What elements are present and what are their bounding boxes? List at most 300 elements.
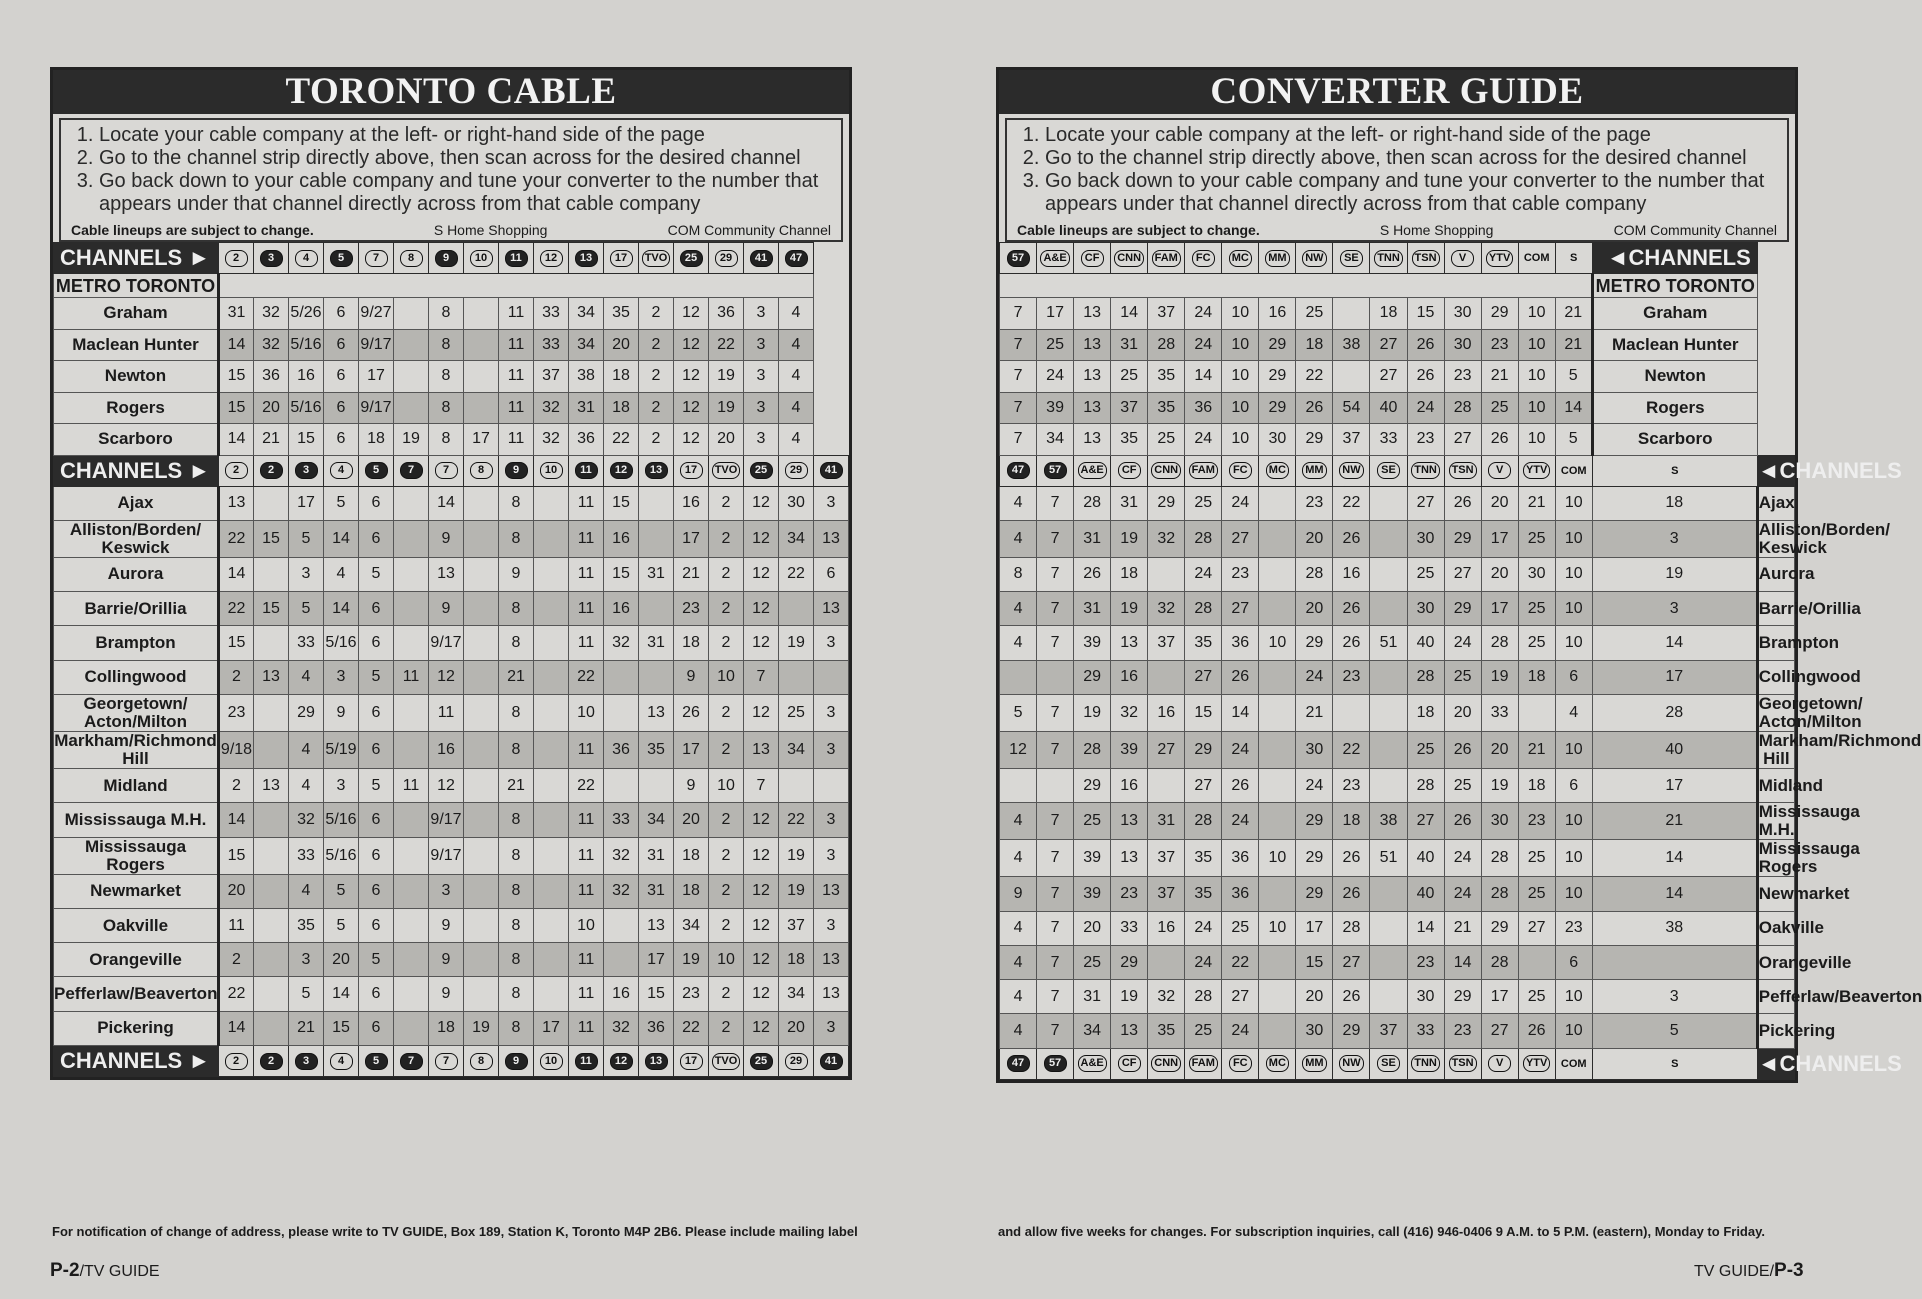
lineup-cell: 19	[394, 424, 429, 456]
lineup-cell: 29	[1074, 768, 1111, 802]
lineup-cell	[534, 520, 569, 557]
lineup-cell: 25	[1481, 392, 1518, 424]
lineup-cell: 34	[779, 731, 814, 768]
lineup-cell: 4	[1000, 840, 1037, 877]
lineup-cell: 29	[1259, 329, 1296, 361]
lineup-cell: 13	[639, 908, 674, 942]
lineup-cell: 6	[359, 592, 394, 626]
channel-number: 57	[1044, 1055, 1067, 1072]
lineup-cell: 23	[1407, 424, 1444, 456]
lineup-cell	[1148, 557, 1185, 591]
company-row	[54, 908, 849, 942]
lineup-cell: 2	[709, 874, 744, 908]
lineup-cell	[1333, 298, 1370, 330]
lineup-cell: 37	[1333, 424, 1370, 456]
lineup-cell: 29	[1148, 486, 1185, 520]
lineup-cell: 9/17	[429, 803, 464, 837]
channel-badge	[1222, 243, 1259, 274]
lineup-cell: 7	[744, 660, 779, 694]
lineup-cell: 8	[499, 908, 534, 942]
channel-badge	[289, 243, 324, 274]
lineup-cell: 17	[1592, 660, 1757, 694]
lineup-cell: 10	[1555, 592, 1592, 626]
channel-badge	[1555, 1048, 1592, 1079]
channel-badge	[359, 243, 394, 274]
lineup-cell: 27	[1222, 520, 1259, 557]
lineup-cell	[1259, 1014, 1296, 1048]
lineup-cell	[394, 329, 429, 361]
group-header-row	[54, 274, 849, 298]
lineup-cell: 33	[289, 626, 324, 660]
channel-badge	[639, 455, 674, 486]
lineup-cell	[534, 694, 569, 731]
lineup-cell: 2	[709, 837, 744, 874]
lineup-cell: 13	[639, 694, 674, 731]
lineup-cell: 20	[324, 943, 359, 977]
instruction-3: 3. Go back down to your cable company and tune your converter to the number that appears under that channel directly across from that cable company	[99, 170, 835, 216]
lineup-cell	[464, 874, 499, 908]
channel-number: 7	[435, 1053, 458, 1070]
lineup-cell: 21	[499, 660, 534, 694]
lineup-cell	[1518, 694, 1555, 731]
lineup-cell: 25	[1518, 626, 1555, 660]
lineup-cell: 10	[1555, 557, 1592, 591]
lineup-cell: 27	[1222, 980, 1259, 1014]
lineup-cell: 16	[1148, 911, 1185, 945]
channel-number: 8	[470, 1053, 493, 1070]
channel-number: 8	[470, 462, 493, 479]
channel-badge	[1481, 1048, 1518, 1079]
lineup-cell: 3	[429, 874, 464, 908]
notes-row	[59, 222, 843, 242]
cable-company-name: Midland	[54, 768, 219, 802]
lineup-cell: 35	[289, 908, 324, 942]
channel-number: MC	[1266, 462, 1289, 479]
channel-number: 9	[505, 1053, 528, 1070]
lineup-cell: 19	[779, 837, 814, 874]
lineup-cell: 6	[1555, 768, 1592, 802]
company-row	[54, 557, 849, 591]
channel-badge	[1259, 1048, 1296, 1079]
channel-badge	[359, 1046, 394, 1077]
lineup-cell: 29	[1296, 803, 1333, 840]
lineup-cell: 14	[1592, 840, 1757, 877]
lineup-cell	[1370, 768, 1407, 802]
lineup-cell: 26	[1222, 768, 1259, 802]
channel-number: FAM	[1189, 1055, 1218, 1072]
lineup-cell: 8	[499, 731, 534, 768]
lineup-cell: 2	[639, 361, 674, 393]
lineup-cell: 15	[639, 977, 674, 1011]
lineup-cell: 15	[604, 486, 639, 520]
lineup-cell: 8	[1000, 557, 1037, 591]
lineup-cell: 5	[324, 486, 359, 520]
lineup-cell: 3	[324, 660, 359, 694]
channel-number: 2	[225, 250, 248, 267]
lineup-cell: 24	[1185, 298, 1222, 330]
lineup-cell: 33	[1370, 424, 1407, 456]
lineup-cell	[1592, 945, 1757, 979]
lineup-cell	[464, 908, 499, 942]
lineup-cell: 6	[324, 424, 359, 456]
lineup-cell: 6	[1555, 945, 1592, 979]
lineup-cell: 9/18	[219, 731, 254, 768]
channel-badge	[1592, 1048, 1757, 1079]
lineup-cell	[464, 520, 499, 557]
lineup-cell: 35	[1185, 877, 1222, 911]
lineup-cell: 25	[1518, 980, 1555, 1014]
cable-company-name: Aurora	[54, 557, 219, 591]
note-community: COM Community Channel	[667, 222, 831, 238]
lineup-cell: 23	[674, 592, 709, 626]
lineup-cell: 20	[254, 392, 289, 424]
lineup-cell: 7	[744, 768, 779, 802]
lineup-cell	[1370, 592, 1407, 626]
cable-company-name: Alliston/Borden/ Keswick	[54, 520, 219, 557]
lineup-cell: 26	[1333, 877, 1370, 911]
header-filler	[1000, 274, 1593, 298]
channel-badge	[1000, 455, 1037, 486]
lineup-cell: 7	[1000, 298, 1037, 330]
lineup-cell	[604, 908, 639, 942]
lineup-cell: 29	[1074, 660, 1111, 694]
lineup-cell: 8	[499, 520, 534, 557]
lineup-cell: 23	[1444, 361, 1481, 393]
channel-badge	[429, 243, 464, 274]
lineup-cell: 16	[289, 361, 324, 393]
channel-number: 3	[295, 462, 318, 479]
channel-number: TNN	[1374, 250, 1403, 267]
lineup-cell	[639, 660, 674, 694]
lineup-cell	[254, 486, 289, 520]
instructions	[59, 118, 843, 222]
lineup-cell: 35	[604, 298, 639, 330]
company-row	[1000, 626, 1795, 660]
lineup-cell: 24	[1222, 1014, 1259, 1048]
lineup-cell	[534, 731, 569, 768]
lineup-cell: 21	[1518, 486, 1555, 520]
lineup-cell: 9	[674, 768, 709, 802]
lineup-cell: 13	[1074, 392, 1111, 424]
lineup-cell: 9/17	[359, 329, 394, 361]
page-suffix: /TV GUIDE	[79, 1263, 160, 1280]
lineup-cell: 25	[1518, 592, 1555, 626]
lineup-cell: 32	[254, 329, 289, 361]
cable-company-name: Barrie/Orillia	[54, 592, 219, 626]
channel-badge	[1111, 1048, 1148, 1079]
channels-label: ◄CHANNELS	[1757, 455, 1794, 486]
company-row	[54, 837, 849, 874]
lineup-cell	[394, 626, 429, 660]
lineup-cell	[639, 520, 674, 557]
cable-company-name: Markham/Richmond Hill	[1758, 730, 1922, 768]
lineup-cell: 54	[1333, 392, 1370, 424]
lineup-cell: 26	[1222, 660, 1259, 694]
channel-number: FAM	[1152, 250, 1181, 267]
lineup-cell: 6	[359, 486, 394, 520]
lineup-cell: 2	[709, 592, 744, 626]
company-row	[1000, 803, 1795, 840]
channel-badge	[1481, 455, 1518, 486]
lineup-cell: 32	[1148, 592, 1185, 626]
lineup-cell: 25	[1074, 803, 1111, 840]
cable-company-name: Aurora	[1757, 557, 1794, 591]
lineup-cell	[464, 298, 499, 330]
lineup-cell: 4	[779, 329, 814, 361]
lineup-cell: 5/19	[324, 731, 359, 768]
lineup-cell: 22	[674, 1011, 709, 1045]
lineup-cell: 14	[324, 592, 359, 626]
lineup-cell: 7	[1000, 329, 1037, 361]
instruction-1: 1. Locate your cable company at the left- or right-hand side of the page	[1045, 124, 1781, 147]
lineup-cell: 2	[639, 424, 674, 456]
lineup-cell: 10	[1555, 626, 1592, 660]
lineup-cell: 31	[1074, 592, 1111, 626]
lineup-cell: 30	[1407, 980, 1444, 1014]
company-row	[54, 874, 849, 908]
lineup-cell	[534, 768, 569, 802]
lineup-cell: 22	[219, 977, 254, 1011]
company-row	[54, 298, 849, 330]
channel-badge	[779, 243, 814, 274]
channel-badge	[254, 243, 289, 274]
note-home-shopping: S Home Shopping	[433, 222, 548, 238]
lineup-cell: 31	[639, 874, 674, 908]
lineup-cell	[464, 329, 499, 361]
channel-badge	[394, 455, 429, 486]
lineup-cell: 2	[709, 803, 744, 837]
cable-company-name: Orangeville	[1757, 945, 1794, 979]
lineup-cell: 14	[1592, 877, 1757, 911]
lineup-cell: 17	[1481, 980, 1518, 1014]
lineup-cell: 8	[429, 329, 464, 361]
lineup-cell: 14	[219, 557, 254, 591]
channel-number: CNN	[1151, 1055, 1181, 1072]
channel-strip	[54, 243, 849, 274]
lineup-cell	[814, 660, 849, 694]
lineup-cell: 13	[814, 943, 849, 977]
lineup-cell	[1370, 520, 1407, 557]
lineup-cell: 24	[1185, 911, 1222, 945]
lineup-cell: 26	[1444, 731, 1481, 768]
lineup-cell	[534, 943, 569, 977]
lineup-cell: 15	[254, 520, 289, 557]
company-row	[1000, 877, 1795, 911]
lineup-cell: 36	[1222, 626, 1259, 660]
lineup-cell: 7	[1037, 626, 1074, 660]
channel-number: A&E	[1078, 462, 1107, 479]
lineup-cell: 11	[499, 298, 534, 330]
lineup-cell: 8	[499, 803, 534, 837]
lineup-cell: 24	[1444, 626, 1481, 660]
lineup-cell: 22	[1296, 361, 1333, 393]
lineup-cell: 10	[709, 660, 744, 694]
lineup-cell: 13	[1111, 803, 1148, 840]
lineup-cell: 11	[394, 660, 429, 694]
channel-number: 13	[645, 462, 668, 479]
lineup-cell: 7	[1037, 731, 1074, 768]
lineup-cell: 7	[1000, 424, 1037, 456]
lineup-cell: 10	[1518, 392, 1555, 424]
lineup-cell: 20	[1481, 486, 1518, 520]
lineup-cell: 7	[1037, 803, 1074, 840]
cable-company-name: Pefferlaw/Beaverton	[1757, 980, 1794, 1014]
channel-badge	[1185, 243, 1222, 274]
lineup-cell: 27	[1444, 424, 1481, 456]
lineup-cell: 12	[744, 874, 779, 908]
channel-number: 11	[575, 462, 598, 479]
lineup-cell: 10	[1555, 1014, 1592, 1048]
lineup-cell: 3	[814, 837, 849, 874]
lineup-cell: 29	[1296, 840, 1333, 877]
lineup-cell: 23	[1111, 877, 1148, 911]
lineup-cell: 25	[1407, 731, 1444, 768]
lineup-cell: 12	[744, 803, 779, 837]
metro-toronto-header: METRO TORONTO	[1592, 274, 1757, 298]
lineup-cell: 24	[1037, 361, 1074, 393]
panel-title: TORONTO CABLE	[53, 70, 849, 114]
lineup-cell: 26	[1518, 1014, 1555, 1048]
channel-badge	[1259, 243, 1296, 274]
lineup-cell	[394, 1011, 429, 1045]
lineup-cell: 19	[779, 874, 814, 908]
lineup-cell: 4	[289, 874, 324, 908]
lineup-cell: 5/26	[289, 298, 324, 330]
lineup-cell: 4	[289, 768, 324, 802]
lineup-cell: 29	[289, 694, 324, 731]
lineup-cell: 2	[219, 768, 254, 802]
lineup-cell: 35	[1148, 392, 1185, 424]
lineup-table	[999, 242, 1922, 1080]
channel-number: YTV	[1523, 462, 1550, 479]
lineup-cell: 20	[1074, 911, 1111, 945]
channel-number: 13	[575, 250, 598, 267]
cable-company-name: Newmarket	[54, 874, 219, 908]
lineup-cell: 16	[1148, 694, 1185, 731]
channel-badge	[639, 243, 674, 274]
lineup-cell	[254, 874, 289, 908]
lineup-cell: 25	[1296, 298, 1333, 330]
lineup-cell: 34	[674, 908, 709, 942]
lineup-cell: 26	[1481, 424, 1518, 456]
lineup-cell: 25	[1407, 557, 1444, 591]
channel-number: CF	[1118, 462, 1141, 479]
company-row	[1000, 911, 1795, 945]
lineup-cell: 9/17	[429, 626, 464, 660]
lineup-cell: 3	[1592, 980, 1757, 1014]
lineup-cell: 10	[1259, 626, 1296, 660]
lineup-cell: 10	[569, 908, 604, 942]
lineup-cell	[254, 626, 289, 660]
channel-badge	[324, 243, 359, 274]
lineup-cell: 24	[1296, 660, 1333, 694]
channel-badge	[464, 455, 499, 486]
channel-badge	[1148, 455, 1185, 486]
channel-badge	[359, 455, 394, 486]
channel-badge	[464, 1046, 499, 1077]
lineup-cell	[394, 977, 429, 1011]
lineup-cell: 5	[359, 943, 394, 977]
lineup-cell: 11	[499, 392, 534, 424]
lineup-cell	[534, 837, 569, 874]
lineup-cell: 22	[709, 329, 744, 361]
cable-company-name: Georgetown/ Acton/Milton	[54, 694, 219, 731]
lineup-cell: 14	[1222, 694, 1259, 731]
lineup-cell: 3	[814, 803, 849, 837]
lineup-cell: 10	[1555, 803, 1592, 840]
lineup-cell: 14	[1111, 298, 1148, 330]
lineup-cell: 19	[1074, 694, 1111, 731]
lineup-cell: 13	[1074, 424, 1111, 456]
lineup-cell: 8	[499, 874, 534, 908]
cable-company-name: Brampton	[1757, 626, 1794, 660]
channel-badge	[1074, 455, 1111, 486]
lineup-cell: 6	[359, 520, 394, 557]
cable-company-name: Graham	[54, 298, 219, 330]
company-row	[54, 768, 849, 802]
lineup-cell: 26	[1333, 840, 1370, 877]
lineup-cell: 28	[1481, 626, 1518, 660]
lineup-cell: 13	[429, 557, 464, 591]
channel-badge	[569, 455, 604, 486]
lineup-cell: 12	[744, 977, 779, 1011]
cable-company-name: Pefferlaw/Beaverton	[54, 977, 219, 1011]
lineup-cell: 14	[324, 520, 359, 557]
channel-number: 29	[715, 250, 738, 267]
lineup-cell	[1370, 877, 1407, 911]
lineup-cell: 22	[219, 520, 254, 557]
lineup-cell: 18	[1407, 694, 1444, 731]
lineup-cell: 12	[429, 768, 464, 802]
channel-badge	[1444, 1048, 1481, 1079]
lineup-cell: 39	[1074, 626, 1111, 660]
lineup-cell	[534, 557, 569, 591]
lineup-cell: 15	[1185, 694, 1222, 731]
channel-number: 25	[680, 250, 703, 267]
lineup-cell	[1518, 945, 1555, 979]
lineup-cell: 26	[1333, 592, 1370, 626]
lineup-cell: 18	[1592, 486, 1757, 520]
company-row	[1000, 1014, 1795, 1048]
lineup-cell: 3	[744, 329, 779, 361]
lineup-cell: 17	[1481, 592, 1518, 626]
channel-number: V	[1488, 462, 1511, 479]
lineup-cell: 12	[744, 1011, 779, 1045]
lineup-cell: 33	[289, 837, 324, 874]
lineup-cell: 31	[1074, 980, 1111, 1014]
lineup-cell: 29	[1185, 731, 1222, 768]
lineup-cell: 2	[639, 298, 674, 330]
lineup-cell	[464, 731, 499, 768]
lineup-cell: 12	[744, 837, 779, 874]
lineup-cell: 7	[1037, 1014, 1074, 1048]
lineup-cell	[534, 592, 569, 626]
channel-number: 7	[400, 462, 423, 479]
channel-badge	[569, 1046, 604, 1077]
lineup-cell: 14	[1185, 361, 1222, 393]
lineup-cell: 40	[1407, 877, 1444, 911]
lineup-cell: 6	[814, 557, 849, 591]
lineup-cell	[534, 660, 569, 694]
lineup-cell: 22	[1222, 945, 1259, 979]
lineup-cell: 20	[709, 424, 744, 456]
lineup-cell: 11	[499, 329, 534, 361]
lineup-cell: 38	[1592, 911, 1757, 945]
company-row	[1000, 840, 1795, 877]
lineup-cell: 8	[429, 361, 464, 393]
lineup-cell: 10	[1222, 329, 1259, 361]
lineup-cell: 27	[1518, 911, 1555, 945]
